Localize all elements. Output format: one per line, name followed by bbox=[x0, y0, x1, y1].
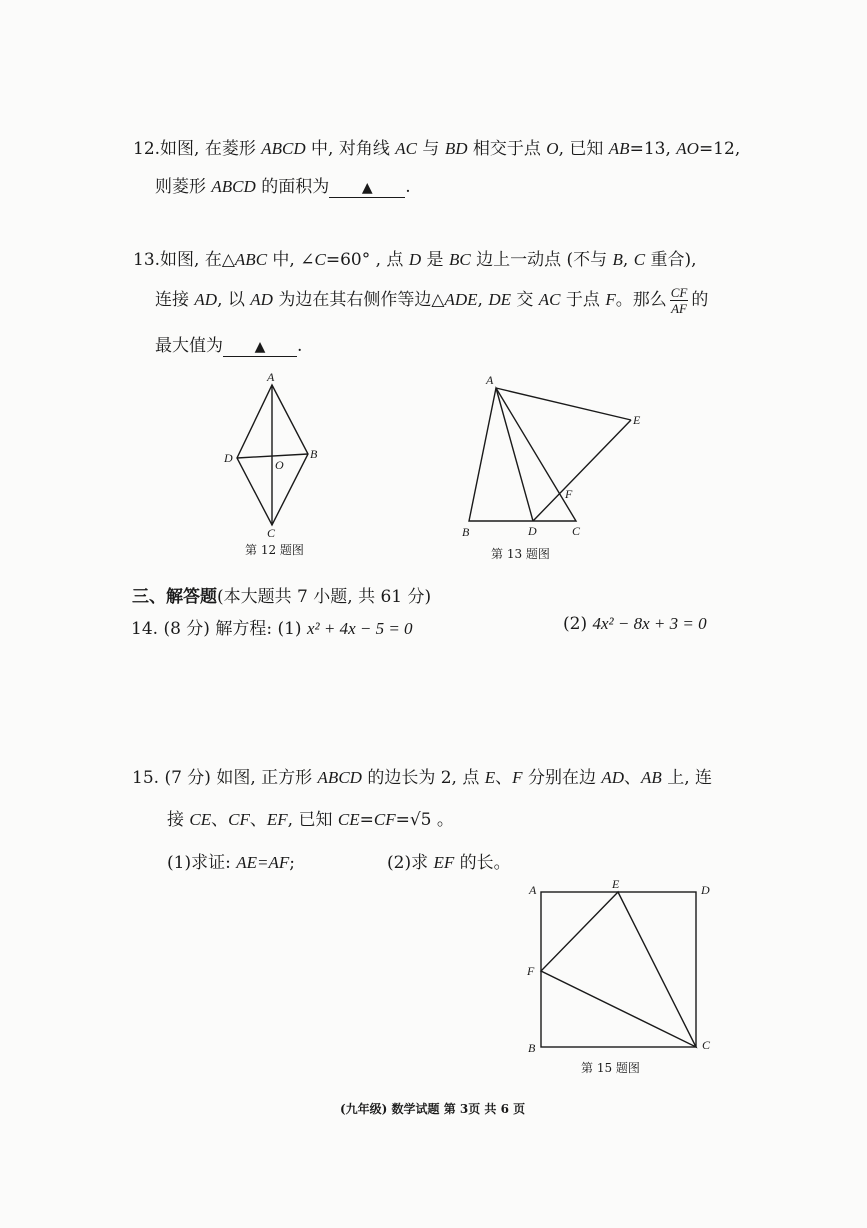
q15-line2 bbox=[167, 805, 454, 830]
q15-text: = bbox=[395, 810, 410, 830]
figure-15-caption: 第 15 题图 bbox=[581, 1061, 640, 1075]
q13-ade: ADE bbox=[444, 290, 478, 309]
triangle-marker-icon: ▲ bbox=[361, 180, 373, 196]
q12-text: 则菱形 bbox=[155, 177, 212, 197]
q12-ao: AO bbox=[676, 139, 699, 158]
q15-cf: CF bbox=[373, 810, 396, 829]
q13-text: 为边在其右侧作等边△ bbox=[272, 290, 445, 310]
q13-text: 13.如图, 在△ bbox=[133, 250, 235, 270]
label-c: C bbox=[267, 526, 276, 540]
label-o: O bbox=[275, 458, 284, 472]
q13-line2 bbox=[155, 285, 708, 316]
section-title: 三、解答题 bbox=[132, 587, 217, 607]
label-b: B bbox=[462, 525, 470, 539]
q13-text: 是 bbox=[421, 250, 449, 270]
q12-o: O bbox=[546, 139, 559, 158]
page-footer: (九年级) 数学试题 第 3页 共 6 页 bbox=[340, 1102, 526, 1116]
q14-equation-2: 4x² − 8x + 3 = 0 bbox=[592, 614, 707, 633]
q13-text: 中, ∠ bbox=[267, 250, 315, 270]
q13-text: 最大值为 bbox=[155, 336, 223, 356]
label-d: D bbox=[701, 883, 710, 897]
q15-ef: EF bbox=[266, 810, 288, 829]
q13-f: F bbox=[605, 290, 616, 309]
label-c: C bbox=[572, 524, 581, 538]
q15-line1 bbox=[132, 763, 712, 788]
q12-text: 相交于点 bbox=[467, 139, 547, 159]
q13-fraction bbox=[670, 285, 689, 316]
figure-13-caption: 第 13 题图 bbox=[491, 547, 550, 561]
q14-part2 bbox=[563, 614, 707, 634]
q15-text: ; bbox=[289, 853, 295, 873]
q15-text: 、 bbox=[495, 768, 513, 788]
label-f: F bbox=[527, 964, 535, 978]
q15-text: 的边长为 2, 点 bbox=[361, 768, 485, 788]
label-b: B bbox=[528, 1041, 536, 1055]
q13-de: DE bbox=[488, 290, 511, 309]
q13-ad: AD bbox=[194, 290, 218, 309]
q15-abcd: ABCD bbox=[317, 768, 362, 787]
q12-abcd: ABCD bbox=[261, 139, 306, 158]
q13-c: C bbox=[314, 250, 326, 269]
q13-text: , 以 bbox=[217, 290, 251, 310]
label-e: E bbox=[612, 877, 620, 891]
segment-de bbox=[533, 420, 631, 521]
q13-text: , bbox=[477, 290, 489, 310]
q12-ao-value: =12, bbox=[698, 139, 741, 159]
square-abcd bbox=[541, 892, 696, 1047]
q15-text: 分别在边 bbox=[522, 768, 602, 788]
q13-text: 边上一动点 (不与 bbox=[470, 250, 613, 270]
q12-text: . bbox=[405, 177, 411, 197]
label-a: A bbox=[486, 373, 494, 387]
q15-text: 接 bbox=[167, 810, 190, 830]
q15-f: F bbox=[512, 768, 523, 787]
q12-text: 中, 对角线 bbox=[305, 139, 396, 159]
label-b: B bbox=[310, 447, 318, 461]
q13-line1 bbox=[133, 245, 697, 270]
q13-text: 交 bbox=[510, 290, 539, 310]
q13-answer-blank bbox=[223, 338, 297, 357]
q13-line3 bbox=[155, 331, 302, 357]
q15-text: 上, 连 bbox=[661, 768, 713, 788]
q15-text: (2)求 bbox=[387, 853, 434, 873]
q13-d: D bbox=[408, 250, 422, 269]
label-a: A bbox=[267, 370, 275, 384]
figure-12-caption: 第 12 题图 bbox=[245, 543, 304, 557]
q15-part2 bbox=[387, 848, 511, 873]
triangle-cef bbox=[541, 892, 696, 1047]
q13-text: . bbox=[297, 336, 303, 356]
q12-ab: AB bbox=[608, 139, 630, 158]
q13-angle: =60° , 点 bbox=[325, 250, 409, 270]
q15-text: 、 bbox=[211, 810, 229, 830]
q13-text: 于点 bbox=[560, 290, 606, 310]
q15-sqrt-5: √5 bbox=[409, 810, 432, 830]
q15-part1 bbox=[167, 848, 295, 873]
q15-text: 。 bbox=[431, 810, 454, 830]
q13-text: , bbox=[622, 250, 634, 270]
q15-ce: CE bbox=[337, 810, 360, 829]
q13-abc: ABC bbox=[234, 250, 268, 269]
q14-text: (2) bbox=[563, 614, 593, 634]
q12-line2 bbox=[155, 172, 411, 198]
q13-text: 的 bbox=[691, 290, 709, 310]
q13-b: B bbox=[612, 250, 623, 269]
fraction-denominator: AF bbox=[671, 301, 687, 316]
q13-text: 重合), bbox=[645, 250, 697, 270]
q15-ef: EF bbox=[433, 853, 455, 872]
figure-15-square bbox=[522, 875, 722, 1055]
q13-c: C bbox=[633, 250, 646, 269]
q12-ab-value: =13, bbox=[629, 139, 677, 159]
q15-ce: CE bbox=[189, 810, 212, 829]
q15-text: 的长。 bbox=[454, 853, 511, 873]
figure-12-rhombus bbox=[220, 370, 320, 538]
q12-abcd: ABCD bbox=[211, 177, 256, 196]
label-a: A bbox=[529, 883, 537, 897]
fraction-numerator: CF bbox=[670, 285, 688, 300]
q12-ac: AC bbox=[395, 139, 417, 158]
q14-text: 14. (8 分) 解方程: (1) bbox=[131, 619, 307, 639]
q13-text: 。那么 bbox=[615, 290, 667, 310]
q15-text: = bbox=[359, 810, 374, 830]
q15-ab: AB bbox=[641, 768, 662, 787]
q15-e: E bbox=[484, 768, 496, 787]
label-d: D bbox=[528, 524, 537, 538]
figure-13-triangles bbox=[455, 372, 655, 542]
q15-text: , 已知 bbox=[287, 810, 338, 830]
q15-ae-af: AE=AF bbox=[236, 853, 290, 872]
q12-text: , 已知 bbox=[558, 139, 609, 159]
q13-text: 连接 bbox=[155, 290, 195, 310]
q15-text: 15. (7 分) 如图, 正方形 bbox=[132, 768, 318, 788]
q12-bd: BD bbox=[444, 139, 468, 158]
section-note: (本大题共 7 小题, 共 61 分) bbox=[217, 587, 432, 607]
triangle-marker-icon: ▲ bbox=[254, 339, 266, 355]
segment-ae bbox=[496, 388, 631, 420]
q15-text: 、 bbox=[249, 810, 267, 830]
label-d: D bbox=[224, 451, 233, 465]
section-3-heading bbox=[132, 582, 431, 607]
q12-text: 12.如图, 在菱形 bbox=[133, 139, 262, 159]
label-c: C bbox=[702, 1038, 711, 1052]
label-e: E bbox=[633, 413, 641, 427]
q13-ac: AC bbox=[538, 290, 561, 309]
segment-ad bbox=[496, 388, 533, 521]
q12-answer-blank bbox=[329, 179, 405, 198]
q12-text: 的面积为 bbox=[255, 177, 330, 197]
q13-ad: AD bbox=[250, 290, 273, 309]
q13-bc: BC bbox=[448, 250, 471, 269]
q14-line bbox=[131, 614, 413, 639]
q15-cf: CF bbox=[228, 810, 250, 829]
q15-ad: AD bbox=[601, 768, 625, 787]
q12-text: 与 bbox=[417, 139, 445, 159]
triangle-abc bbox=[469, 388, 576, 521]
q15-text: (1)求证: bbox=[167, 853, 237, 873]
q12-line1 bbox=[133, 134, 740, 159]
q14-equation-1: x² + 4x − 5 = 0 bbox=[306, 619, 413, 638]
label-f: F bbox=[565, 487, 573, 501]
q15-text: 、 bbox=[624, 768, 642, 788]
